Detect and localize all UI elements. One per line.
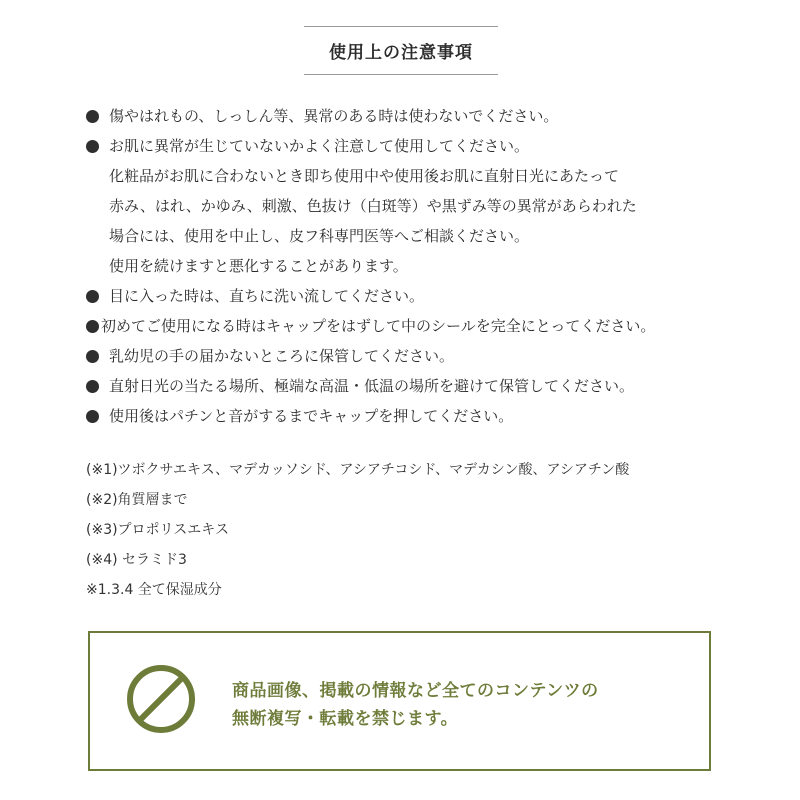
title-bottom-divider [304, 74, 498, 75]
bullet-icon [86, 110, 99, 123]
caution-text: 使用後はパチンと音がするまでキャップを押してください。 [109, 407, 514, 425]
caution-text: 目に入った時は、直ちに洗い流してください。 [109, 287, 425, 305]
footnote: ※1.3.4 全て保湿成分 [86, 582, 222, 598]
caution-list [86, 101, 786, 431]
caution-text: 初めてご使用になる時はキャップをはずして中のシールを完全にとってください。 [101, 317, 656, 335]
bullet-icon [86, 350, 99, 363]
copyright-notice-text [232, 677, 599, 733]
notice-line: 無断複写・転載を禁じます。 [232, 709, 459, 729]
caution-text: 乳幼児の手の届かないところに保管してください。 [109, 347, 455, 365]
prohibited-icon [126, 664, 196, 734]
page-title-block [304, 26, 498, 76]
caution-continuation: 使用を続けますと悪化することがあります。 [109, 257, 408, 275]
caution-item [86, 131, 786, 161]
bullet-icon [86, 380, 99, 393]
caution-item [86, 371, 786, 401]
caution-item [86, 281, 786, 311]
caution-item [86, 311, 786, 341]
footnote: (※1)ツボクサエキス、マデカッソシド、アシアチコシド、マデカシン酸、アシアチン酸 [86, 462, 630, 478]
bullet-icon [86, 320, 99, 333]
caution-item [86, 341, 786, 371]
caution-text: 直射日光の当たる場所、極端な高温・低温の場所を避けて保管してください。 [109, 377, 635, 395]
footnote: (※3)プロポリスエキス [86, 522, 230, 538]
caution-item [86, 401, 786, 431]
bullet-icon [86, 140, 99, 153]
caution-item [86, 101, 786, 131]
footnote: (※2)角質層まで [86, 492, 188, 508]
caution-continuation: 場合には、使用を中止し、皮フ科専門医等へご相談ください。 [109, 227, 530, 245]
caution-text: お肌に異常が生じていないかよく注意して使用してください。 [109, 137, 530, 155]
footnote: (※4) セラミド3 [86, 552, 187, 568]
footnote-list [86, 455, 786, 605]
caution-continuation: 赤み、はれ、かゆみ、刺激、色抜け（白斑等）や黒ずみ等の異常があらわれた [109, 197, 637, 215]
copyright-notice-box [88, 631, 711, 771]
page-title: 使用上の注意事項 [329, 42, 473, 63]
bullet-icon [86, 290, 99, 303]
caution-continuation: 化粧品がお肌に合わないとき即ち使用中や使用後お肌に直射日光にあたって [109, 167, 620, 185]
caution-text: 傷やはれもの、しっしん等、異常のある時は使わないでください。 [109, 107, 559, 125]
bullet-icon [86, 410, 99, 423]
notice-line: 商品画像、掲載の情報など全てのコンテンツの [232, 681, 599, 701]
